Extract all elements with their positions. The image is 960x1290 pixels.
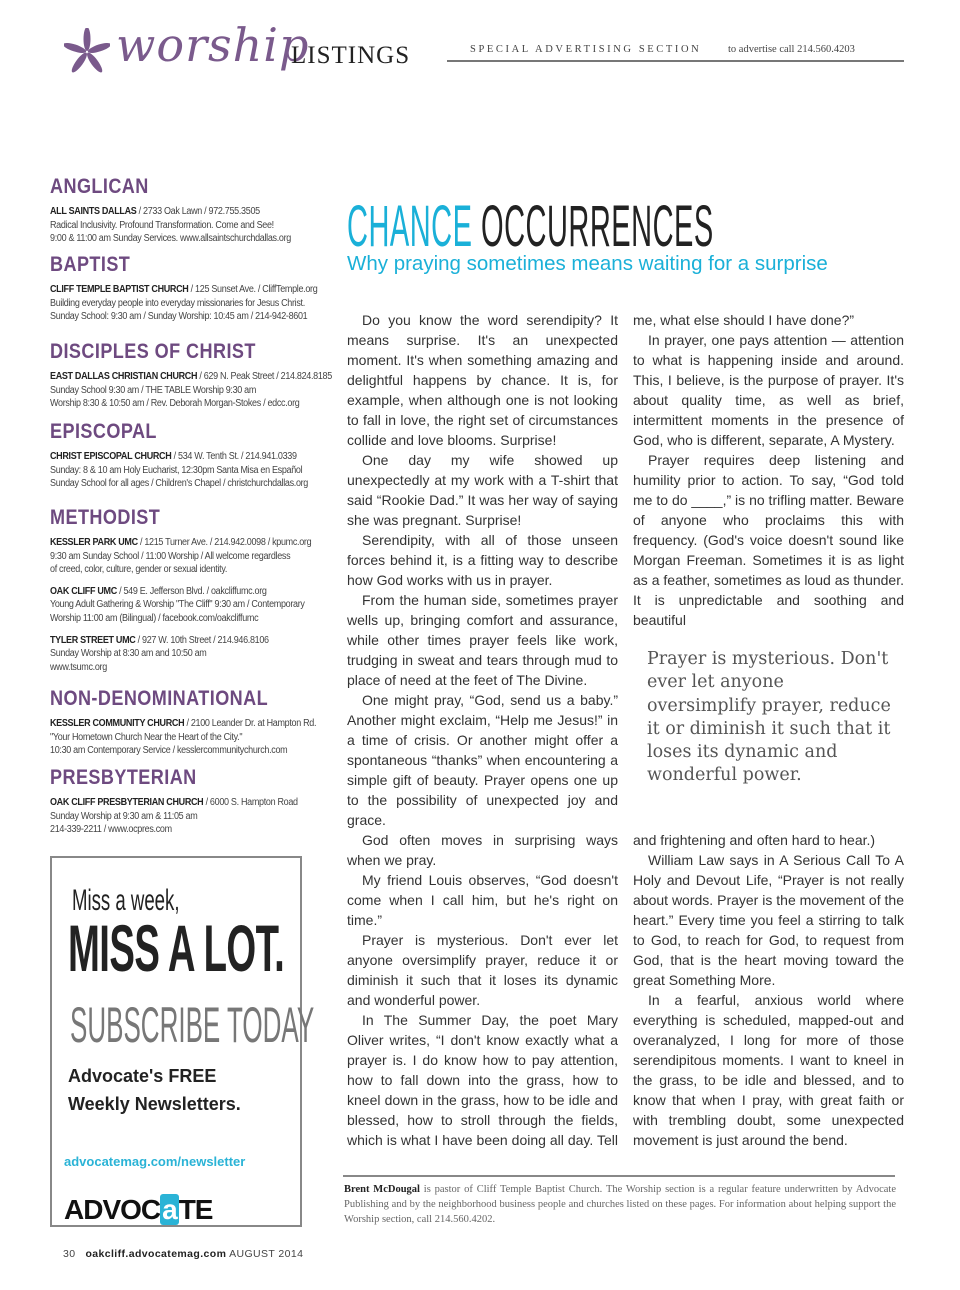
pull-quote: Prayer is mysterious. Don't ever let anyone oversimplify prayer, reduce it or diminish it such that it loses its dynamic and wonderful power. [647,649,891,786]
listing-section [50,340,335,411]
article-subtitle: Why praying sometimes means waiting for a surprise [347,252,828,275]
article-paragraph: Prayer is mysterious. Don't ever let anyone oversimplify prayer, reduce it or diminish it such that it loses its dynamic and wonderful power. [347,932,618,1008]
listing-section [50,420,335,491]
article-column-2-top [633,310,904,630]
listing-section [50,253,335,324]
article-paragraph: From the human side, sometimes prayer wells up, bringing comfort and assurance, while other times prayer feels like work, trudging in sweat and tears through mud to place of need at the feet of The Divine. [347,592,618,688]
listing-line: 9:00 & 11:00 am Sunday Services. www.allsaintschurchdallas.org [50,233,291,245]
listing-line: www.tsumc.org [50,661,107,673]
title-part2: OCCURRENCES [481,194,714,259]
church-name: EAST DALLAS CHRISTIAN CHURCH [50,371,198,382]
logo-part: ADVOC [64,1194,161,1225]
ad-line2: MISS A LOT. [68,911,285,985]
listing-section [50,506,335,674]
church-name: TYLER STREET UMC [50,634,136,646]
church-listing [50,634,335,675]
listing-line: 10:30 am Contemporary Service / kesslercommunitychurch.com [50,745,288,757]
article-paragraph: In a fearful, anxious world where everything is scheduled, mapped-out and overanalyzed, I long for more of those serendipitous moments. I want to kneel in the grass, to be idle and blessed, and to know that when I pray, with great faith or with trembling doubt, some unexpected movement is just around the bend. [633,992,904,1148]
advertise-phone: to advertise call 214.560.4203 [728,44,855,55]
listing-line: Sunday: 8 & 10 am Holy Eucharist, 12:30pm Santa Misa en Español [50,464,303,476]
logo-listings: LISTINGS [291,42,411,69]
church-listing [50,536,335,577]
listing-line: Young Adult Gathering & Worship "The Cliff" 9:30 am / Contemporary [50,599,305,611]
page-number: 30 [63,1248,76,1260]
church-listing [50,585,335,626]
church-listing [50,450,335,491]
article-paragraph: In prayer, one pays attention — attention to what is happening inside and around. This, I believe, is the purpose of prayer. It's about quality time, as well as brief, intermittent moments in the presence of God, who is different, separate, A Mystery. [633,332,904,448]
page-folio [63,1248,303,1260]
logo-a-icon: a [162,1194,177,1225]
church-name: OAK CLIFF PRESBYTERIAN CHURCH [50,797,204,808]
author-byline [344,1182,896,1227]
article-title [347,196,714,258]
church-address: / 927 W. 10th Street / 214.946.8106 [135,634,269,646]
listing-line: of creed, color, culture, gender or sexual identity. [50,564,228,576]
listing-line [50,585,307,599]
listing-line [50,205,307,219]
author-bio: is pastor of Cliff Temple Baptist Church. The Worship section is a regular feature underwritten by Advocate Publishing and by the neighborhood business people and churches listed on these pages. For information about helping support the Worship section, call 214.560.4202. [344,1184,896,1225]
church-name: CLIFF TEMPLE BAPTIST CHURCH [50,284,189,295]
listing-line: Worship 8:30 & 10:50 am / Rev. Deborah Morgan-Stokes / edcc.org [50,398,300,410]
issue-date: AUGUST 2014 [229,1248,304,1260]
listing-line [50,536,312,550]
article-paragraph: My friend Louis observes, “God doesn't come when I call him, but he's right on time.” [347,872,618,928]
listing-line: Worship 11:00 am (Bilingual) / facebook.com/oakcliffumc [50,612,259,624]
listing-line: Building everyday people into everyday missionaries for Jesus Christ. [50,297,305,309]
church-address: / 1215 Turner Ave. / 214.942.0098 / kpumc.org [137,537,312,548]
article-paragraph: me, what else should I have done?” [633,312,855,328]
church-listing [50,370,335,411]
listing-line: Sunday School 9:30 am / THE TABLE Worship 9:30 am [50,384,257,396]
article-column-2-bottom [633,830,904,1150]
church-listing [50,205,335,246]
church-name: KESSLER PARK UMC [50,537,138,548]
ad-url-link[interactable]: advocatemag.com/newsletter [64,1154,246,1169]
logo-worship: worship [116,18,310,72]
title-part1: CHANCE [347,194,473,259]
listing-line: 9:30 am Sunday School / 11:00 Worship / All welcome regardless [50,550,291,562]
article-paragraph: God often moves in surprising ways when we pray. [347,832,618,868]
listing-section [50,687,335,758]
article-paragraph: Serendipity, with all of those unseen forces behind it, is a fitting way to describe how God works with us in prayer. [347,532,618,588]
listing-line: Radical Inclusivity. Profound Transformation. Come and See! [50,219,274,231]
byline-divider [343,1175,895,1177]
listing-section [50,766,335,837]
article-paragraph: Prayer requires deep listening and humility prior to action. To say, “God told me to do ____,” is no trifling matter. Beware of anyone who proclaims this with frequency. (God's voice doesn't sound like Morgan Freeman. Sometimes it is as light as a feather, sometimes as loud as thunder. It is unpredictable and soothing and beautiful [633,452,904,628]
listing-line: Sunday Worship at 8:30 am and 10:50 am [50,648,207,660]
advocate-logo [64,1194,212,1226]
listing-line: Sunday School for all ages / Children's Chapel / christchurchdallas.org [50,478,309,490]
listing-line: Sunday Worship at 9:30 am & 11:05 am [50,810,198,822]
listing-line [50,634,307,648]
section-heading: ANGLICAN [50,175,149,198]
church-listing [50,717,335,758]
church-address: / 549 E. Jefferson Blvd. / oakcliffumc.org [116,585,267,597]
church-address: / 2100 Leander Dr. at Hampton Rd. [184,718,317,729]
logo-part: TE [178,1194,213,1225]
flower-logo-icon [64,28,110,76]
ad-subscribe: SUBSCRIBE TODAY [70,997,315,1053]
church-address: / 2733 Oak Lawn / 972.755.3505 [136,206,260,217]
header-divider [447,60,904,62]
ad-line1: Miss a week, [72,884,180,917]
listing-line: Sunday School: 9:30 am / Sunday Worship: 10:45 am / 214-942-8601 [50,311,308,323]
section-heading: EPISCOPAL [50,420,157,443]
section-heading: METHODIST [50,506,161,529]
listing-line [50,796,307,810]
church-address: / 6000 S. Hampton Road [203,797,298,808]
ad-line4: Advocate's FREE [68,1066,217,1086]
listing-line [50,717,317,731]
article-paragraph: In The Summer Day, the poet Mary Oliver writes, “I don't know exactly what a prayer is. I do know how to pay attention, how to fall down into the grass, how to kneel down in the grass, how to be idle and blessed, how to stroll through the fields, which is what I have been doing all day. Tell [347,1012,618,1148]
listing-line: 214-339-2211 / www.ocpres.com [50,824,172,836]
church-listing [50,796,335,837]
section-heading: DISCIPLES OF CHRIST [50,340,256,363]
listing-line [50,450,307,464]
article-paragraph: One might pray, “God, send us a baby.” Another might exclaim, “Help me Jesus!” in a time of crisis. Or another might offer a spontaneous “thanks” when encountering a simple gift of beauty. Prayer opens one up to the possibility of unexpected joy and grace. [347,692,618,828]
church-name: KESSLER COMMUNITY CHURCH [50,718,185,729]
listing-section [50,175,335,246]
section-label: SPECIAL ADVERTISING SECTION [470,44,702,55]
article-paragraph: One day my wife showed up unexpectedly at my work with a T-shirt that said “Rookie Dad.” It was her way of saying she was pregnant. Surprise! [347,452,618,528]
listing-line [50,370,332,384]
church-name: ALL SAINTS DALLAS [50,206,137,217]
church-address: / 534 W. Tenth St. / 214.941.0339 [171,451,297,462]
church-address: / 629 N. Peak Street / 214.824.8185 [197,371,332,382]
church-name: CHRIST EPISCOPAL CHURCH [50,451,172,462]
article-paragraph: William Law says in A Serious Call To A Holy and Devout Life, “Prayer is not really about words. Prayer is the movement of the heart.” Every time you feel a stirring to talk to God, to reach for God, to request from God, that is the heart moving toward the great Something More. [633,852,904,988]
church-name: OAK CLIFF UMC [50,585,117,597]
article-paragraph: Do you know the word serendipity? It means surprise. It's an unexpected moment. It's when something amazing and delightful happens by chance. It is, for example, when although one is not looking to fall in love, the right set of circumstances collide and love blooms. Surprise! [347,312,618,448]
newsletter-ad[interactable] [50,856,315,1227]
article-paragraph: and frightening and often hard to hear.) [633,832,876,848]
listing-line: "Your Hometown Church Near the Heart of the City." [50,731,243,743]
section-heading: NON-DENOMINATIONAL [50,687,269,710]
listing-line [50,283,318,297]
section-heading: PRESBYTERIAN [50,766,197,789]
site-url: oakcliff.advocatemag.com [85,1248,227,1260]
ad-line5: Weekly Newsletters. [68,1094,241,1114]
article-column-1 [347,310,618,1150]
section-heading: BAPTIST [50,253,131,276]
church-address: / 125 Sunset Ave. / CliffTemple.org [188,284,318,295]
author-name: Brent McDougal [344,1184,420,1195]
church-listing [50,283,335,324]
